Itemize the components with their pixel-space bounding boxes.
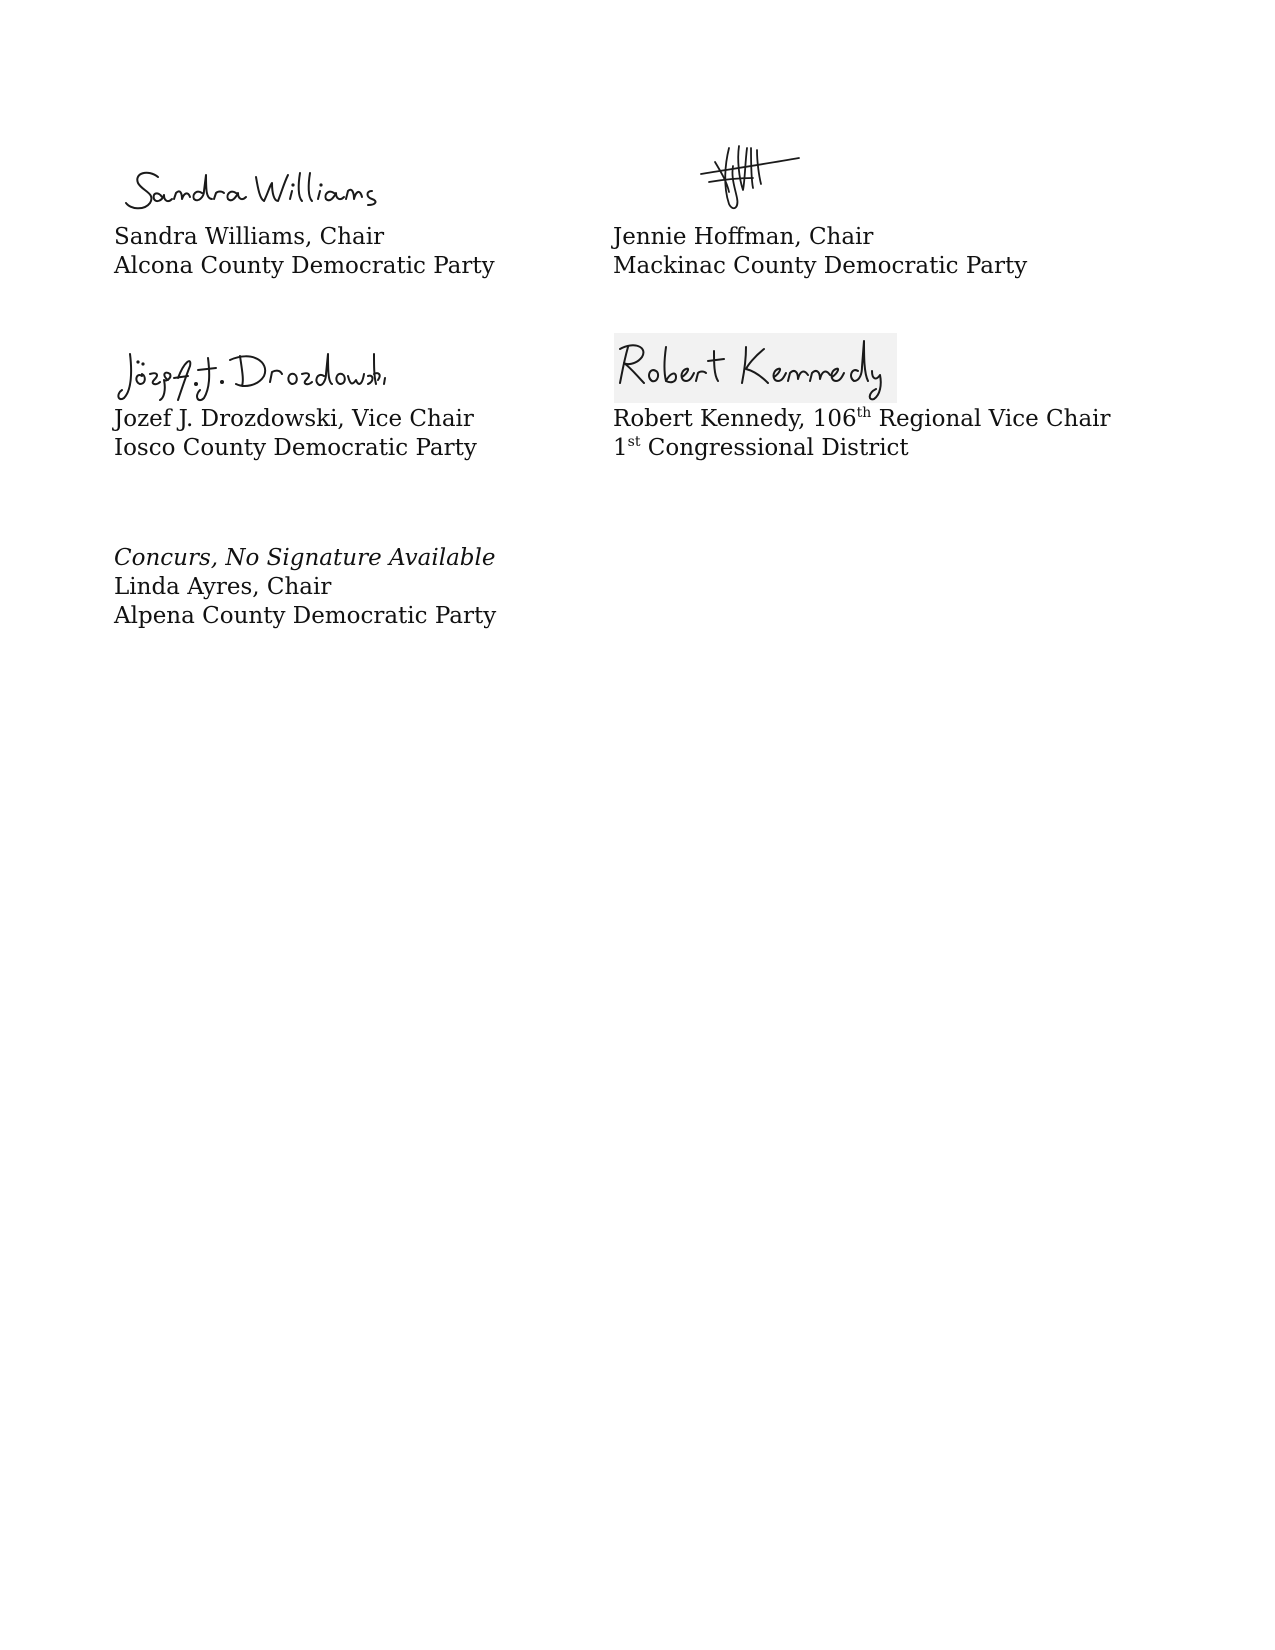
concurs-note: Concurs, No Signature Available xyxy=(114,545,496,571)
signatory-organization: Mackinac County Democratic Party xyxy=(613,253,1028,279)
signatory-name-title xyxy=(613,405,1111,434)
signatory-organization: Alcona County Democratic Party xyxy=(114,253,495,279)
signatory-organization: Alpena County Democratic Party xyxy=(114,603,497,629)
name-suffix: Regional Vice Chair xyxy=(871,406,1111,432)
signatory-name-title: Jozef J. Drozdowski, Vice Chair xyxy=(114,406,474,432)
signatory-block-sandra-williams xyxy=(114,223,495,281)
ordinal-suffix: st xyxy=(627,434,641,450)
ordinal-suffix: th xyxy=(856,405,872,421)
signature-robert-kennedy xyxy=(614,333,897,403)
signatory-block-jozef-drozdowski xyxy=(114,405,477,463)
signatory-name-title: Jennie Hoffman, Chair xyxy=(613,224,874,250)
org-prefix: 1 xyxy=(613,435,628,461)
signatory-organization xyxy=(613,434,1111,463)
name-prefix: Robert Kennedy, 106 xyxy=(613,406,857,432)
signature-jozef-drozdowski xyxy=(112,340,382,408)
signatory-organization: Iosco County Democratic Party xyxy=(114,435,477,461)
signatory-block-robert-kennedy xyxy=(613,405,1111,463)
signature-jennie-hoffman xyxy=(695,142,805,214)
signatory-block-jennie-hoffman xyxy=(613,223,1027,281)
org-suffix: Congressional District xyxy=(640,435,909,461)
signatory-name-title: Sandra Williams, Chair xyxy=(114,224,385,250)
signature-sandra-williams xyxy=(118,155,388,225)
signatory-name-title: Linda Ayres, Chair xyxy=(114,574,332,600)
signatory-block-linda-ayres xyxy=(114,544,496,631)
